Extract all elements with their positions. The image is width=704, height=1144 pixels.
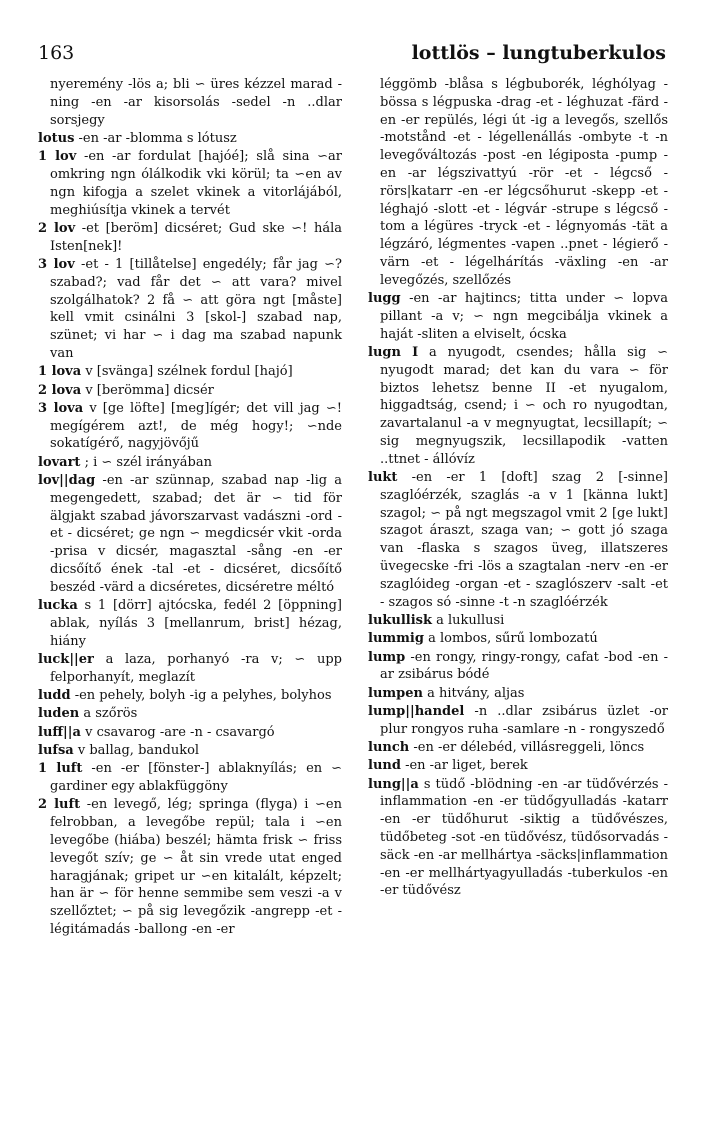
entry-headword: luden [38,706,80,722]
entry-headword: lumpen [368,685,423,701]
dictionary-entry [38,256,342,363]
entry-headword: lukullisk [368,612,432,628]
entry-text: v [berömma] dicsér [85,382,214,398]
dictionary-entry [38,742,342,760]
entry-headword: lotus [38,130,75,146]
left-column [38,76,342,939]
entry-text: ; i ∽ szél irányában [84,454,212,470]
entry-headword: lovart [38,454,81,470]
entry-headword: lund [368,758,401,774]
entry-text: nyeremény -lös a; bli ∽ üres kézzel marad -ning -en -ar kisorsolás -sedel -n ..dlar sorsjegy [50,77,342,128]
entry-text: -en -er [fönster-] ablaknyílás; en ∽ gardiner egy ablakfüggöny [50,761,343,795]
entry-headword: lummig [368,631,424,647]
entry-text: -en -er 1 [doft] szag 2 [-sinne] szaglóérzék, szaglás -a v 1 [känna lukt] szagol; ∽ på ngt megszagol vmit 2 [ge lukt] szagot áraszt, szaga van; ∽ gott jó szaga van -flaska s szagos üveg, illatszeres üvegecske -fri -lös a szagtalan -nerv -en -er szaglóideg -organ -et - szaglószerv -salt -et - szagos só -sinne -t -n szaglóérzék [380,470,668,610]
dictionary-entry [368,757,668,775]
dictionary-entry [368,685,668,703]
entry-text: -en -ar szünnap, szabad nap -lig a megengedett, szabad; det är ∽ tid för älgjakt szabad jávorszarvast vadászni -ord -et - dicséret; ge ngn ∽ megdicsér vkit -orda -prisa v dicsér, magasztal -sång -en -er dicsőítő ének -tal -et - dicséret, dicsőítő beszéd -värd a dicséretes, dicséretre méltó [50,473,343,595]
dictionary-entry [368,612,668,630]
entry-text: -en -ar -blomma s lótusz [78,130,237,146]
entry-headword: lucka [38,598,78,614]
entry-headword: 1 luft [38,761,83,777]
entry-headword: lukt [368,470,398,486]
dictionary-entry [38,687,342,705]
entry-text: v ballag, bandukol [77,742,200,758]
right-column [368,76,668,901]
dictionary-entry [38,400,342,453]
entry-headword: 3 lova [38,400,84,416]
page-header [38,40,666,70]
dictionary-entry [368,703,668,739]
entry-text: a szőrös [83,706,138,722]
dictionary-entry [38,148,342,219]
dictionary-entry [368,76,668,290]
entry-headword: 2 luft [38,797,81,813]
entry-text: léggömb -blåsa s légbuborék, léghólyag -bössa s légpuska -drag -et - léghuzat -färd -en -er repülés, légi út -ig a levegős, szellős -motstånd -et - légellenállás -ombyte -t -n levegőváltozás -post -en légiposta -pump -en -ar légszivattyú -rör -et - légcső -rörs|katarr -en -er légcsőhurut -skepp -et - léghajó -slott -et - légvár -strupe s légcső -tom a légüres -tryck -et - légnyomás -tät a légzáró, légmentes -vapen ..pnet - légierő -värn -et - légelhárítás -växling -en -ar levegőzés, szellőzés [380,77,668,288]
dictionary-entry [38,651,342,687]
entry-text: -en levegő, lég; springa (flyga) i ∽en felrobban, a levegőbe repül; tala i ∽en levegőbe (hiába) beszél; hämta frisk ∽ friss levegőt szív; ge ∽ åt sin vrede utat enged haragjának; gripet ur ∽en kitalált, képzelt; han är ∽ för henne semmibe sem veszi -a v szellőztet; ∽ på sig levegőzik -angrepp -et - légitámadás -ballong -en -er [50,797,342,937]
entry-text: a hitvány, aljas [427,685,525,701]
entry-headword: 3 lov [38,256,75,272]
entry-text: -en -ar fordulat [hajóé]; slå sina ∽ar omkring ngn ólálkodik vki körül; ta ∽en av ngn kifogja a szelet vkinek a vitorlájából, meghiúsítja vkinek a tervét [50,149,342,218]
entry-text: -et - 1 [tillåtelse] engedély; får jag ∽? szabad?; vad får det ∽ att vara? mivel szolgálhatok? 2 få ∽ att göra ngt [måste] kell vmit csinálni 3 [skol-] szabad nap, szünet; vi har ∽ i dag ma szabad napunk van [50,256,342,361]
dictionary-entry [38,76,342,129]
dictionary-entry [38,724,342,742]
entry-text: s 1 [dörr] ajtócska, fedél 2 [öppning] ablak, nyílás 3 [mellanrum, brist] hézag, hiány [50,598,342,649]
entry-headword: lung||a [368,776,419,792]
dictionary-entry [368,344,668,469]
entry-text: -n ..dlar zsibárus üzlet -or plur rongyos ruha -samlare -n - rongyszedő [380,703,668,737]
entry-text: a lukullusi [436,612,505,628]
dictionary-entry [368,290,668,343]
entry-text: -en -ar hajtincs; titta under ∽ lopva pillant -a v; ∽ ngn megcibálja vkinek a haját -sliten a elviselt, ócska [380,291,669,342]
dictionary-entry [38,472,342,597]
entry-headword: 1 lov [38,149,77,165]
entry-headword: ludd [38,688,71,704]
entry-text: a nyugodt, csendes; hålla sig ∽ nyugodt marad; det kan du vara ∽ för biztos lehetsz benne II -et nyugalom, higgadtság, csend; i ∽ och ro nyugodtan, zavartalanul -a v megnyugtat, lecsillapít; ∽ sig megnyugszik, lecsillapodik -vatten ..ttnet - állóvíz [380,344,669,467]
dictionary-entry [38,363,342,381]
dictionary-entry [368,776,668,901]
dictionary-entry [38,382,342,400]
entry-text: a lombos, sűrű lombozatú [428,631,598,647]
running-head: lottlös – lungtuberkulos [411,42,666,64]
entry-text: a laza, porhanyó -ra v; ∽ upp felporhanyít, meglazít [50,652,342,685]
dictionary-entry [38,796,342,938]
entry-headword: lov||dag [38,473,96,489]
dictionary-entry [38,705,342,723]
entry-headword: lufsa [38,742,74,758]
dictionary-entry [368,739,668,757]
dictionary-entry [368,630,668,648]
entry-text: -en rongy, ringy-rongy, cafat -bod -en -ar zsibárus bódé [380,649,668,683]
entry-text: -en -er délebéd, villásreggeli, löncs [413,739,645,755]
entry-headword: lugg [368,291,401,307]
entry-text: v [svänga] szélnek fordul [hajó] [85,364,293,380]
entry-text: v [ge löfte] [meg]ígér; det vill jag ∽! megígérem azt!, de még hogy!; ∽nde sokatígérő, nagyjövőjű [50,400,342,452]
entry-text: -en -ar liget, berek [405,758,528,774]
dictionary-entry [38,760,342,796]
entry-text: -en pehely, bolyh -ig a pelyhes, bolyhos [74,688,332,704]
entry-headword: lugn I [368,344,419,360]
entry-headword: lump||handel [368,703,465,719]
entry-headword: luck||er [38,652,94,667]
dictionary-entry [38,454,342,472]
dictionary-entry [368,649,668,685]
dictionary-entry [368,469,668,611]
dictionary-entry [38,220,342,256]
entry-headword: lunch [368,739,410,755]
entry-headword: lump [368,649,406,665]
entry-headword: 2 lova [38,382,82,398]
dictionary-entry [38,130,342,148]
entry-headword: 1 lova [38,364,82,380]
entry-headword: luff||a [38,724,81,740]
entry-headword: 2 lov [38,220,76,236]
entry-text: s tüdő -blödning -en -ar tüdővérzés -inflammation -en -er tüdőgyulladás -katarr -en -er tüdőhurut -siktig a tüdővészes, tüdőbeteg -sot -en tüdővész, tüdősorvadás -säck -en -ar mellhártya -säcks|inflammation -en -er mellhártyagyulladás -tuberkulos -en -er tüdővész [380,776,668,899]
entry-text: v csavarog -are -n - csavargó [85,724,275,740]
page-number: 163 [38,42,75,64]
dictionary-entry [38,597,342,650]
entry-text: -et [beröm] dicséret; Gud ske ∽! hála Isten[nek]! [50,220,342,254]
